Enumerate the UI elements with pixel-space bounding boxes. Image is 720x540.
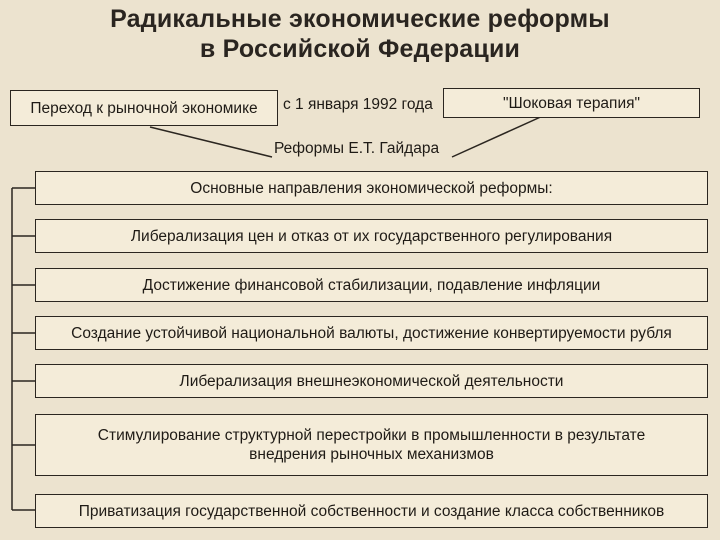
main-directions-header	[35, 171, 708, 205]
reforms-label: Реформы Е.Т. Гайдара	[274, 140, 440, 157]
start-date-text: с 1 января 1992 года	[283, 96, 433, 113]
direction-box-4	[35, 364, 708, 398]
direction-box-1	[35, 219, 708, 253]
direction-label-5: Стимулирование структурной перестройки в промышленности в результате внедрения рыночных механизмов	[97, 427, 646, 463]
direction-label-3: Создание устойчивой национальной валюты, достижение конвертируемости рубля	[71, 324, 672, 342]
main-directions-label: Основные направления экономической реформы:	[190, 179, 553, 197]
direction-label-2: Достижение финансовой стабилизации, подавление инфляции	[142, 276, 601, 294]
shock-therapy-label: "Шоковая терапия"	[502, 94, 641, 112]
transition-label: Переход к рыночной экономике	[30, 99, 258, 117]
direction-label-6: Приватизация государственной собственности и создание класса собственников	[78, 502, 665, 520]
shock-therapy-box	[443, 88, 700, 118]
title-line-2: в Российской Федерации	[199, 35, 521, 63]
direction-box-5	[35, 414, 708, 476]
direction-box-6	[35, 494, 708, 528]
direction-label-1: Либерализация цен и отказ от их государственного регулирования	[130, 227, 613, 245]
transition-box	[10, 90, 278, 126]
direction-box-3	[35, 316, 708, 350]
title-line-1: Радикальные экономические реформы	[110, 5, 610, 33]
direction-label-4: Либерализация внешнеэкономической деятельности	[179, 372, 564, 390]
direction-box-2	[35, 268, 708, 302]
